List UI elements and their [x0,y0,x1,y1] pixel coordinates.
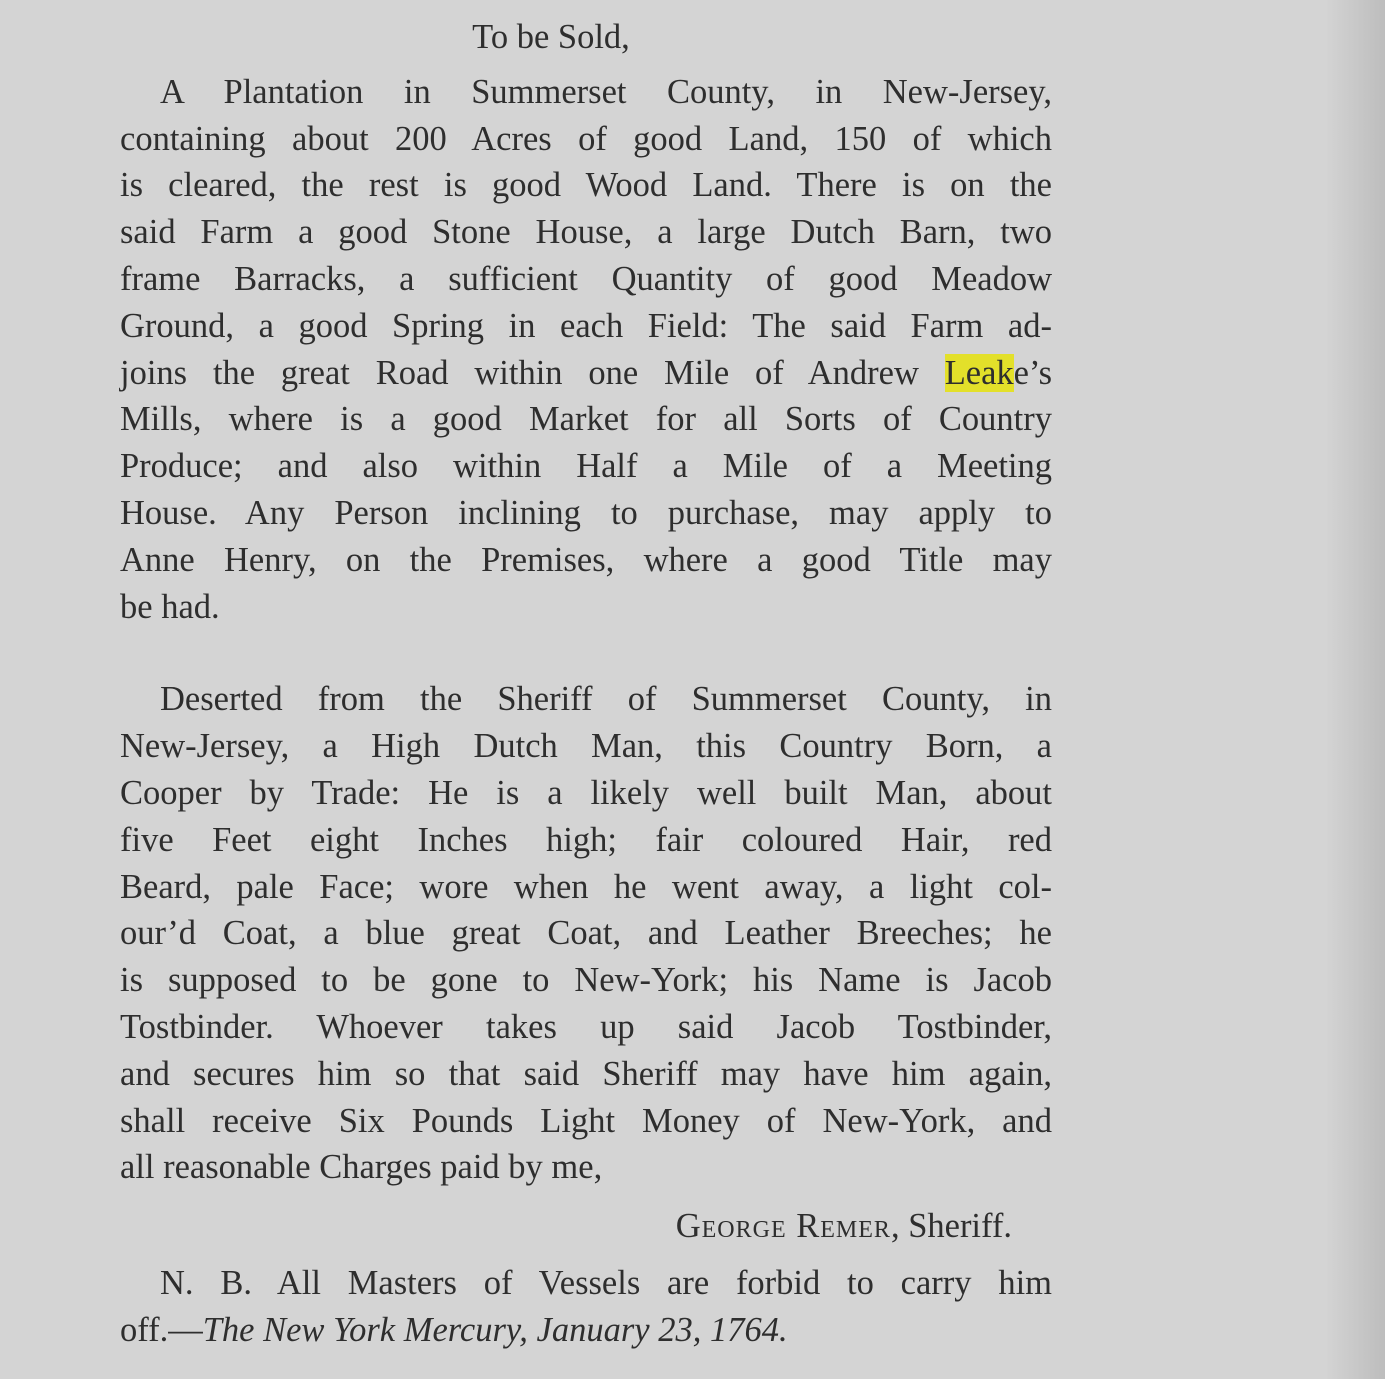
scan-page-edge [1325,0,1385,1379]
text-line [120,1307,1052,1354]
text-line: Tostbinder. Whoever takes up said Jacob Tostbinder, [120,1007,1052,1046]
text-line: all reasonable Charges paid by me, [120,1148,603,1187]
text-line: Beard, pale Face; wore when he went away, a light col- [120,867,1052,906]
text-line-part: off.— [120,1310,203,1349]
source-citation: The New York Mercury, January 23, 1764. [202,1310,788,1349]
text-line: N. B. All Masters of Vessels are forbid to carry him [160,1263,1052,1302]
text-line: and secures him so that said Sheriff may have him again, [120,1054,1052,1093]
nota-bene [120,1260,1052,1354]
text-line [120,350,1052,397]
text-line: said Farm a good Stone House, a large Dutch Barn, two [120,213,1052,252]
text-line: containing about 200 Acres of good Land, 150 of which [120,119,1052,158]
text-line: Produce; and also within Half a Mile of a Meeting [120,447,1052,486]
signature-name: George Remer [675,1207,891,1246]
ad-heading: To be Sold, [472,18,630,56]
text-line: A Plantation in Summerset County, in New-Jersey, [160,72,1052,111]
document-page [120,14,1052,1354]
text-line: frame Barracks, a sufficient Quantity of good Meadow [120,259,1052,298]
text-line: is supposed to be gone to New-York; his Name is Jacob [120,961,1052,1000]
text-line: House. Any Person inclining to purchase, may apply to [120,493,1052,532]
text-line: Anne Henry, on the Premises, where a good Title may [120,540,1052,579]
text-line: Ground, a good Spring in each Field: The said Farm ad- [120,306,1052,345]
signature [120,1203,1012,1250]
text-line: Cooper by Trade: He is a likely well built Man, about [120,773,1052,812]
search-highlight: Leak [944,353,1014,392]
text-line: New-Jersey, a High Dutch Man, this Country Born, a [120,727,1052,766]
text-line-part: joins the great Road within one Mile of Andrew [120,353,945,392]
text-line: five Feet eight Inches high; fair coloured Hair, red [120,820,1052,859]
advertisement-deserter [120,676,1052,1191]
text-line: be had. [120,587,220,626]
text-line: our’d Coat, a blue great Coat, and Leather Breeches; he [120,914,1052,953]
text-line: Mills, where is a good Market for all Sorts of Country [120,400,1052,439]
advertisement-plantation [120,69,1052,631]
text-line: Deserted from the Sheriff of Summerset County, in [160,680,1052,719]
paragraph-gap [120,630,1052,676]
text-line-part: e’s [1013,353,1052,392]
text-line: shall receive Six Pounds Light Money of New-York, and [120,1101,1052,1140]
text-line: is cleared, the rest is good Wood Land. There is on the [120,166,1052,205]
signature-title: , Sheriff. [890,1207,1012,1246]
